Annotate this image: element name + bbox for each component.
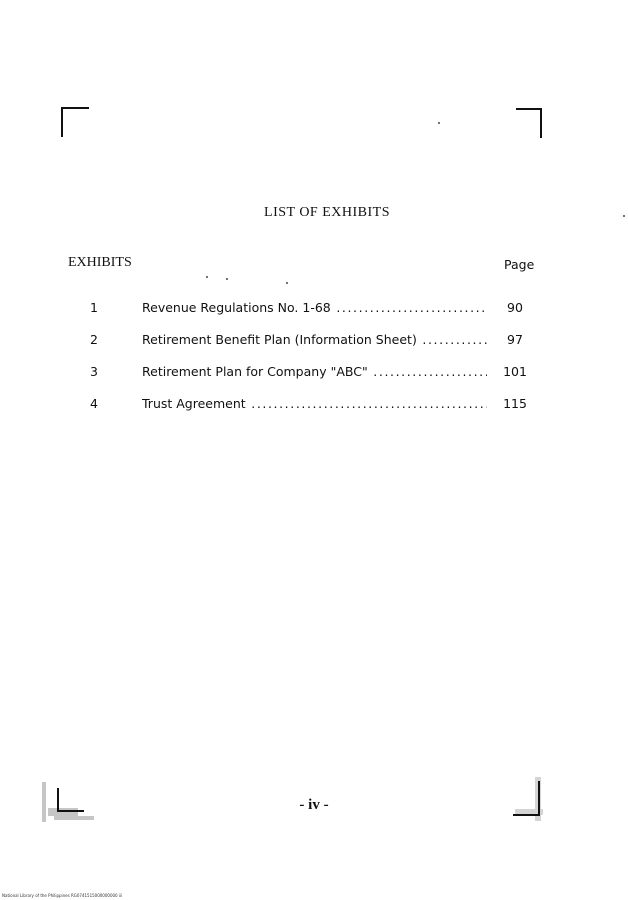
crop-mark-top-left <box>61 107 89 137</box>
page-column-header: Page <box>504 257 535 272</box>
exhibit-title: Revenue Regulations No. 1-68 ..... <box>142 300 487 315</box>
exhibit-row <box>0 300 628 320</box>
crop-mark-top-right <box>516 108 542 138</box>
exhibit-page: 101 <box>503 364 527 379</box>
scan-speck <box>206 276 208 278</box>
scan-speck <box>438 122 440 124</box>
scan-speck <box>623 215 625 217</box>
exhibits-column-header: EXHIBITS <box>68 255 132 270</box>
exhibit-title: Retirement Plan for Company "ABC" ..... <box>142 364 487 379</box>
scan-speck <box>286 282 288 284</box>
page-title <box>0 205 628 221</box>
exhibit-page: 90 <box>507 300 523 315</box>
page-number: - iv - <box>299 797 329 813</box>
page-title-text: LIST OF EXHIBITS <box>264 205 390 220</box>
scan-speck <box>226 278 228 280</box>
exhibit-number: 2 <box>90 332 98 347</box>
exhibit-row <box>0 364 628 384</box>
exhibit-number: 1 <box>90 300 98 315</box>
exhibit-title: Trust Agreement ..... <box>142 396 487 411</box>
exhibit-number: 4 <box>90 396 98 411</box>
exhibit-page: 97 <box>507 332 523 347</box>
exhibit-row <box>0 396 628 416</box>
exhibit-row <box>0 332 628 352</box>
exhibit-title: Retirement Benefit Plan (Information Sheet) ..... <box>142 332 487 347</box>
exhibit-page: 115 <box>503 396 527 411</box>
archive-footer: National Library of the Philippines RG0741515000000000 iii <box>2 893 123 898</box>
exhibit-number: 3 <box>90 364 98 379</box>
